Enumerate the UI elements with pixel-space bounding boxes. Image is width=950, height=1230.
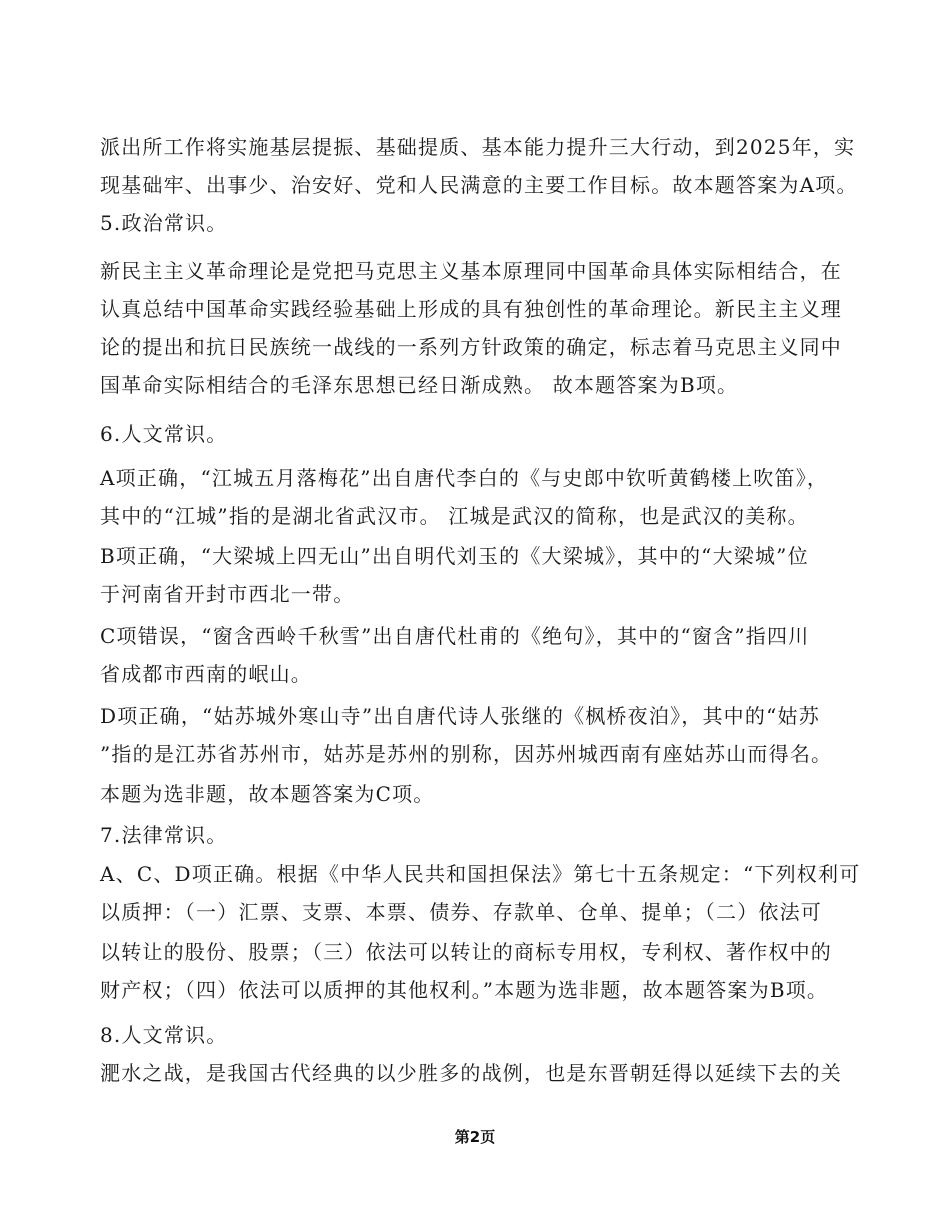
text-line: D项正确，“姑苏城外寒山寺”出自唐代诗人张继的《枫桥夜泊》，其中的“姑苏 [100, 704, 820, 728]
text-line: B项正确，“大梁城上四无山”出自明代刘玉的《大梁城》，其中的“大梁城”位 [100, 544, 809, 568]
text-line: A项正确，“江城五月落梅花”出自唐代李白的《与史郎中钦听黄鹤楼上吹笛》， [100, 466, 829, 490]
text-line: 新民主主义革命理论是党把马克思主义基本原理同中国革命具体实际相结合，在 [100, 259, 842, 283]
text-line: 省成都市西南的岷山。 [100, 662, 312, 686]
text-line: 财产权；（四）依法可以质押的其他权利。”本题为选非题，故本题答案为B项。 [100, 978, 829, 1002]
text-line: 现基础牢、出事少、治安好、党和人民满意的主要工作目标。故本题答案为A项。 [100, 173, 858, 197]
text-line: 国革命实际相结合的毛泽东思想已经日渐成熟。 故本题答案为B项。 [100, 373, 739, 397]
text-line: ”指的是江苏省苏州市，姑苏是苏州的别称，因苏州城西南有座姑苏山而得名。 [100, 742, 833, 766]
text-line: 7.法律常识。 [100, 823, 228, 847]
text-line: 于河南省开封市西北一带。 [100, 582, 355, 606]
text-line: 8.人文常识。 [100, 1023, 228, 1047]
text-line: 认真总结中国革命实践经验基础上形成的具有独创性的革命理论。新民主主义理 [100, 297, 842, 321]
text-line: A、C、D项正确。根据《中华人民共和国担保法》第七十五条规定：“下列权利可 [100, 862, 861, 886]
text-line: 以质押：（一）汇票、支票、本票、债券、存款单、仓单、提单；（二）依法可 [100, 900, 822, 924]
text-line: 以转让的股份、股票；（三）依法可以转让的商标专用权，专利权、著作权中的 [100, 940, 832, 964]
text-line: C项错误，“窗含西岭千秋雪”出自唐代杜甫的《绝句》，其中的“窗含”指四川 [100, 624, 810, 648]
page-number: 第2页 [454, 1128, 496, 1146]
text-line: 5.政治常识。 [100, 211, 228, 235]
text-line: 6.人文常识。 [100, 422, 228, 446]
text-line: 派出所工作将实施基层提振、基础提质、基本能力提升三大行动，到2025年，实 [100, 135, 856, 159]
text-line: 本题为选非题，故本题答案为C项。 [100, 782, 435, 806]
text-line: 其中的“江城”指的是湖北省武汉市。 江城是武汉的简称，也是武汉的美称。 [100, 504, 809, 528]
text-line: 淝水之战，是我国古代经典的以少胜多的战例，也是东晋朝廷得以延续下去的关 [100, 1061, 842, 1085]
text-line: 论的提出和抗日民族统一战线的一系列方针政策的确定，标志着马克思主义同中 [100, 335, 842, 359]
